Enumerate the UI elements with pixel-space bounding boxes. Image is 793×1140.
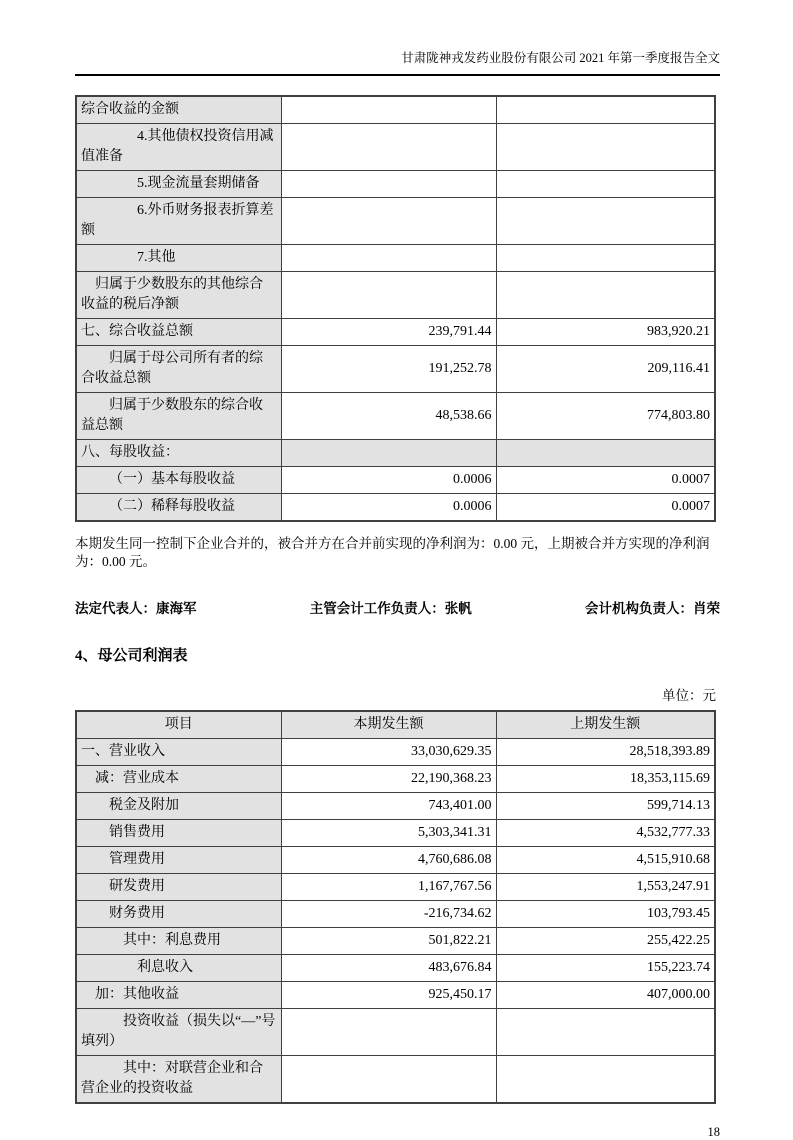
row-label: 研发费用 xyxy=(76,874,281,901)
row-label: 归属于母公司所有者的综合收益总额 xyxy=(76,346,281,393)
row-label: 6.外币财务报表折算差额 xyxy=(76,198,281,245)
row-label: 7.其他 xyxy=(76,245,281,272)
row-label: 八、每股收益： xyxy=(76,440,281,467)
prior-period-cell xyxy=(496,245,715,272)
current-period-cell: 4,760,686.08 xyxy=(281,847,496,874)
table-row xyxy=(76,847,715,874)
prior-period-cell xyxy=(496,198,715,245)
chief-accountant: 主管会计工作负责人：张帆 xyxy=(309,601,472,617)
prior-period-cell xyxy=(496,440,715,467)
row-label: 投资收益（损失以“—”号填列） xyxy=(76,1009,281,1056)
prior-period-cell: 155,223.74 xyxy=(496,955,715,982)
prior-period-cell: 4,515,910.68 xyxy=(496,847,715,874)
comprehensive-income-table xyxy=(75,95,716,522)
table-row xyxy=(76,467,715,494)
row-label: 减：营业成本 xyxy=(76,766,281,793)
current-period-cell xyxy=(281,440,496,467)
current-period-cell: 0.0006 xyxy=(281,494,496,522)
table-row xyxy=(76,346,715,393)
prior-period-cell: 774,803.80 xyxy=(496,393,715,440)
table-row xyxy=(76,793,715,820)
current-period-cell: 483,676.84 xyxy=(281,955,496,982)
prior-period-cell xyxy=(496,124,715,171)
parent-company-income-table xyxy=(75,710,716,1104)
current-period-cell: -216,734.62 xyxy=(281,901,496,928)
table-header-row xyxy=(76,711,715,739)
accounting-head: 会计机构负责人：肖荣 xyxy=(585,601,720,617)
table-row xyxy=(76,982,715,1009)
prior-period-cell xyxy=(496,1056,715,1104)
table-row xyxy=(76,440,715,467)
row-label: 销售费用 xyxy=(76,820,281,847)
row-label: 财务费用 xyxy=(76,901,281,928)
page-content xyxy=(75,0,720,1140)
prior-period-cell: 407,000.00 xyxy=(496,982,715,1009)
prior-period-cell: 0.0007 xyxy=(496,494,715,522)
row-label: （二）稀释每股收益 xyxy=(76,494,281,522)
current-period-cell xyxy=(281,124,496,171)
table-row xyxy=(76,901,715,928)
row-label: 其中：利息费用 xyxy=(76,928,281,955)
table-row xyxy=(76,198,715,245)
current-period-cell xyxy=(281,245,496,272)
row-label: （一）基本每股收益 xyxy=(76,467,281,494)
current-period-cell: 239,791.44 xyxy=(281,319,496,346)
current-period-cell: 0.0006 xyxy=(281,467,496,494)
current-period-cell xyxy=(281,198,496,245)
unit-label: 单位：元 xyxy=(662,688,716,704)
table-row xyxy=(76,1056,715,1104)
table-row xyxy=(76,96,715,124)
current-period-cell: 501,822.21 xyxy=(281,928,496,955)
row-label: 5.现金流量套期储备 xyxy=(76,171,281,198)
table-row xyxy=(76,955,715,982)
prior-period-cell: 4,532,777.33 xyxy=(496,820,715,847)
prior-period-cell xyxy=(496,171,715,198)
current-period-cell: 925,450.17 xyxy=(281,982,496,1009)
legal-representative: 法定代表人：康海军 xyxy=(75,601,197,617)
row-label: 归属于少数股东的其他综合收益的税后净额 xyxy=(76,272,281,319)
row-label: 利息收入 xyxy=(76,955,281,982)
document-running-header: 甘肃陇神戎发药业股份有限公司 2021 年第一季度报告全文 xyxy=(75,50,720,76)
signatory-line xyxy=(75,597,720,617)
row-label: 税金及附加 xyxy=(76,793,281,820)
current-period-cell: 5,303,341.31 xyxy=(281,820,496,847)
table-row xyxy=(76,272,715,319)
table-row xyxy=(76,766,715,793)
prior-period-cell: 28,518,393.89 xyxy=(496,739,715,766)
prior-period-cell: 255,422.25 xyxy=(496,928,715,955)
row-label: 其中：对联营企业和合营企业的投资收益 xyxy=(76,1056,281,1104)
row-label: 一、营业收入 xyxy=(76,739,281,766)
prior-period-cell xyxy=(496,272,715,319)
current-period-cell: 1,167,767.56 xyxy=(281,874,496,901)
table-row xyxy=(76,124,715,171)
current-period-cell xyxy=(281,96,496,124)
table-row xyxy=(76,928,715,955)
current-period-header: 本期发生额 xyxy=(281,711,496,739)
table-row xyxy=(76,393,715,440)
table-row xyxy=(76,739,715,766)
table-row xyxy=(76,319,715,346)
table-row xyxy=(76,494,715,522)
current-period-cell xyxy=(281,1009,496,1056)
prior-period-cell: 103,793.45 xyxy=(496,901,715,928)
current-period-cell xyxy=(281,1056,496,1104)
section-heading: 4、母公司利润表 xyxy=(75,648,188,665)
current-period-cell: 33,030,629.35 xyxy=(281,739,496,766)
page-number: 18 xyxy=(707,1125,720,1140)
table-row xyxy=(76,1009,715,1056)
prior-period-cell: 18,353,115.69 xyxy=(496,766,715,793)
row-label: 管理费用 xyxy=(76,847,281,874)
prior-period-cell: 599,714.13 xyxy=(496,793,715,820)
row-label: 七、综合收益总额 xyxy=(76,319,281,346)
table-row xyxy=(76,874,715,901)
item-column-header: 项目 xyxy=(76,711,281,739)
current-period-cell xyxy=(281,171,496,198)
table-row xyxy=(76,171,715,198)
prior-period-cell xyxy=(496,96,715,124)
row-label: 归属于少数股东的综合收益总额 xyxy=(76,393,281,440)
table-row xyxy=(76,820,715,847)
table-row xyxy=(76,245,715,272)
current-period-cell: 191,252.78 xyxy=(281,346,496,393)
current-period-cell: 743,401.00 xyxy=(281,793,496,820)
row-label: 综合收益的金额 xyxy=(76,96,281,124)
prior-period-cell: 0.0007 xyxy=(496,467,715,494)
prior-period-cell: 1,553,247.91 xyxy=(496,874,715,901)
current-period-cell: 48,538.66 xyxy=(281,393,496,440)
prior-period-cell: 209,116.41 xyxy=(496,346,715,393)
merger-note: 本期发生同一控制下企业合并的，被合并方在合并前实现的净利润为：0.00 元，上期被合并方实现的净利润为：0.00 元。 xyxy=(75,536,710,570)
prior-period-cell: 983,920.21 xyxy=(496,319,715,346)
row-label: 加：其他收益 xyxy=(76,982,281,1009)
current-period-cell: 22,190,368.23 xyxy=(281,766,496,793)
prior-period-cell xyxy=(496,1009,715,1056)
prior-period-header: 上期发生额 xyxy=(496,711,715,739)
row-label: 4.其他债权投资信用减值准备 xyxy=(76,124,281,171)
current-period-cell xyxy=(281,272,496,319)
